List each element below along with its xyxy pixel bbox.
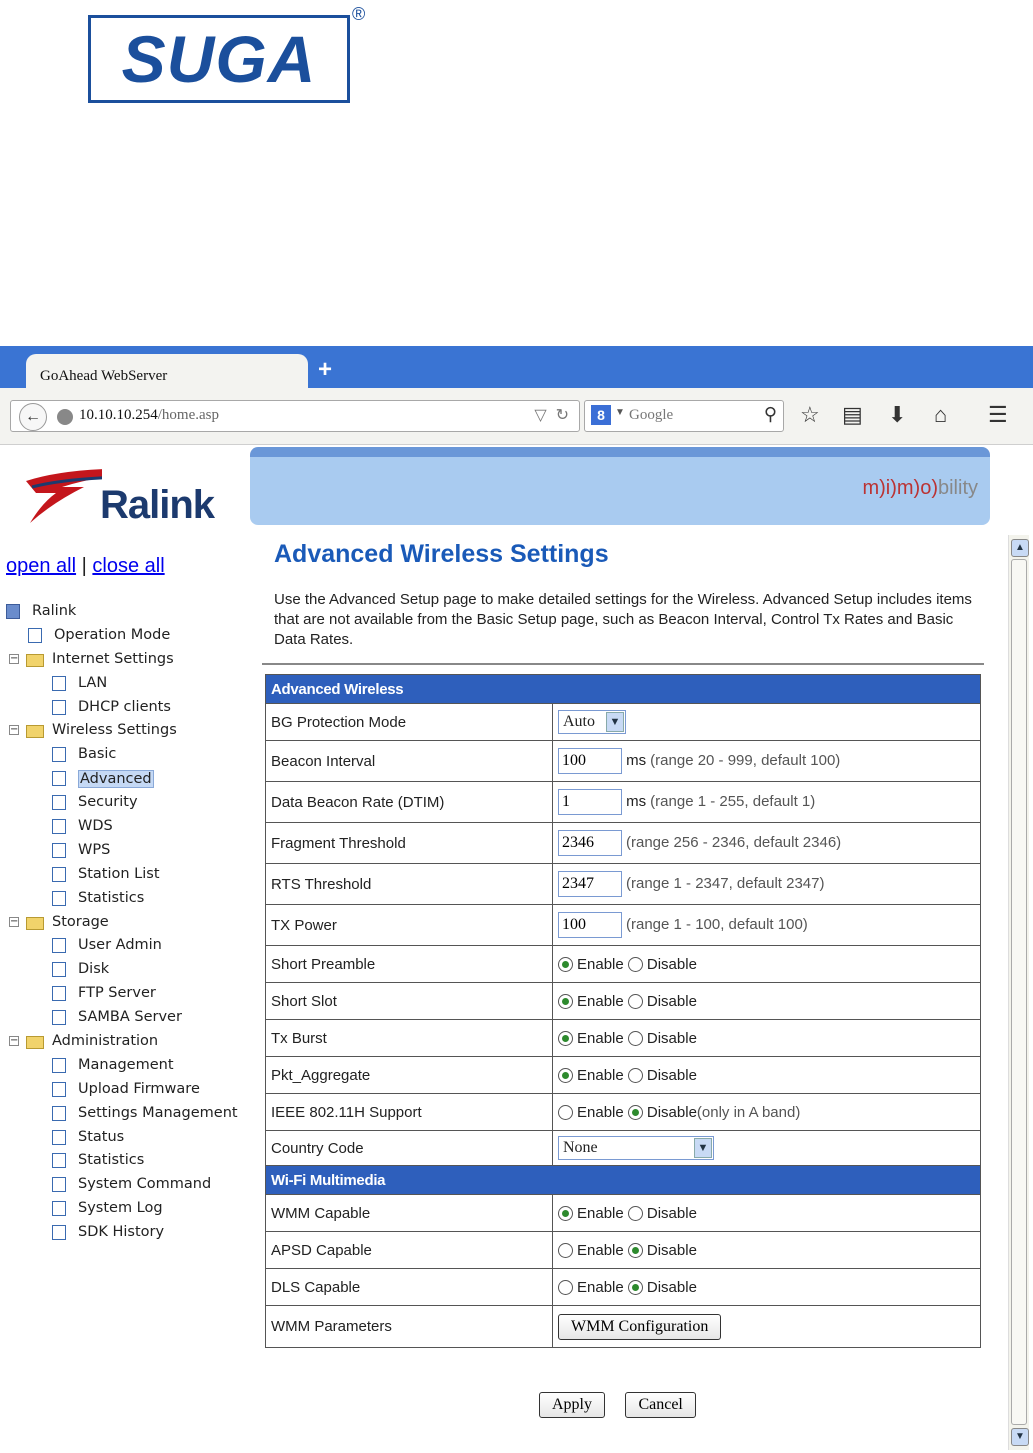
sidebar-item-label: SAMBA Server <box>78 1009 182 1026</box>
ralink-logo <box>22 459 232 529</box>
divider <box>262 663 984 665</box>
sidebar-item[interactable] <box>6 624 251 648</box>
enable-label: Enable <box>577 1066 624 1084</box>
vertical-scrollbar[interactable] <box>1008 535 1029 1450</box>
ralink-swoosh-icon <box>22 463 102 529</box>
apsd-capable-disable-radio[interactable] <box>628 1243 643 1258</box>
bg-protection-value: Auto <box>563 713 595 730</box>
scroll-down-icon[interactable]: ▼ <box>1011 1428 1029 1446</box>
sidebar-item[interactable] <box>6 1102 251 1126</box>
sidebar-item-label: System Command <box>78 1176 212 1193</box>
folder-icon <box>26 725 44 738</box>
sidebar-item[interactable] <box>6 648 251 672</box>
document-icon <box>52 1153 66 1168</box>
document-icon <box>52 1130 66 1145</box>
document-icon <box>52 771 66 786</box>
sidebar-item-label: Operation Mode <box>54 626 171 643</box>
sidebar-item-label: Settings Management <box>78 1104 238 1121</box>
settings-table <box>265 674 981 1348</box>
browser-toolbar <box>0 388 1033 445</box>
sidebar-item-label: Basic <box>78 746 117 763</box>
row-tx-power <box>266 905 981 946</box>
beacon-interval-label: Beacon Interval <box>266 741 553 782</box>
document-icon <box>52 986 66 1001</box>
sidebar-item-label: WPS <box>78 841 111 858</box>
sidebar-item[interactable] <box>6 1006 251 1030</box>
sidebar-item-label: Statistics <box>78 1152 145 1169</box>
ieee-80211h-enable-radio[interactable] <box>558 1105 573 1120</box>
reload-icon[interactable]: ▽ ↻ <box>534 407 569 424</box>
enable-label: Enable <box>577 1103 624 1121</box>
dtim-label: Data Beacon Rate (DTIM) <box>266 782 553 823</box>
sidebar-item[interactable] <box>6 1078 251 1102</box>
ralink-wordmark: Ralink <box>100 483 215 527</box>
fragment-input[interactable]: 2346 <box>558 830 622 856</box>
sidebar-item[interactable] <box>6 815 251 839</box>
row-country-code <box>266 1131 981 1166</box>
apply-button[interactable]: Apply <box>539 1392 605 1418</box>
suga-logo <box>88 15 350 103</box>
document-icon <box>52 1010 66 1025</box>
row-dls-capable <box>266 1269 981 1306</box>
collapse-toggle-icon[interactable]: − <box>10 724 19 736</box>
country-code-value: None <box>563 1139 598 1156</box>
tree-controls <box>6 555 165 578</box>
download-icon[interactable]: ⬇ <box>888 402 907 427</box>
sidebar-item[interactable] <box>6 839 251 863</box>
dtim-unit: ms <box>626 792 647 810</box>
short-slot-enable-radio[interactable] <box>558 994 573 1009</box>
sidebar-item[interactable] <box>6 934 251 958</box>
disable-label: Disable <box>646 1066 697 1084</box>
beacon-unit: ms <box>626 751 647 769</box>
short-preamble-disable-radio[interactable] <box>628 957 643 972</box>
row-beacon-interval <box>266 741 981 782</box>
row-tx-burst <box>266 1020 981 1057</box>
beacon-hint: (range 20 - 999, default 100) <box>650 751 841 769</box>
apsd-capable-label: APSD Capable <box>266 1232 553 1269</box>
collapse-toggle-icon[interactable]: − <box>10 1035 19 1047</box>
ieee-80211h-label: IEEE 802.11H Support <box>266 1094 553 1131</box>
tx-power-label: TX Power <box>266 905 553 946</box>
bg-protection-select[interactable] <box>558 710 626 734</box>
document-icon <box>52 700 66 715</box>
ieee-80211h-disable-radio[interactable] <box>628 1105 643 1120</box>
enable-label: Enable <box>577 1278 624 1296</box>
sidebar-item[interactable] <box>6 791 251 815</box>
sidebar-item[interactable] <box>6 600 251 624</box>
document-icon <box>52 1225 66 1240</box>
browser-tab[interactable] <box>26 354 308 392</box>
mimobility-logo-mimo: m)i)m)o) <box>862 477 938 499</box>
sidebar-item[interactable] <box>6 887 251 911</box>
enable-label: Enable <box>577 1204 624 1222</box>
folder-icon <box>26 1036 44 1049</box>
browser-window <box>0 346 1033 1453</box>
tx-power-input[interactable]: 100 <box>558 912 622 938</box>
tx-power-hint: (range 1 - 100, default 100) <box>626 915 808 933</box>
dls-capable-disable-radio[interactable] <box>628 1280 643 1295</box>
sidebar-item-label: Wireless Settings <box>52 722 177 739</box>
close-all-link[interactable]: close all <box>92 555 165 577</box>
sidebar-item-label: Internet Settings <box>52 650 174 667</box>
sidebar-item[interactable] <box>6 982 251 1006</box>
sidebar-item[interactable] <box>6 1126 251 1150</box>
pkt-aggregate-enable-radio[interactable] <box>558 1068 573 1083</box>
document-icon <box>52 1201 66 1216</box>
pkt-aggregate-label: Pkt_Aggregate <box>266 1057 553 1094</box>
bg-protection-label: BG Protection Mode <box>266 704 553 741</box>
bookmarks-list-icon[interactable]: ▤ <box>842 402 863 427</box>
disable-label: Disable <box>646 1278 697 1296</box>
sidebar-item-label: Advanced <box>80 771 152 788</box>
form-actions <box>539 1392 712 1418</box>
sidebar-item[interactable] <box>6 672 251 696</box>
bookmark-star-icon[interactable]: ☆ <box>800 402 820 427</box>
document-icon <box>52 819 66 834</box>
wmm-capable-disable-radio[interactable] <box>628 1206 643 1221</box>
url-path: /home.asp <box>157 407 219 423</box>
computer-icon <box>6 604 20 619</box>
sidebar-item-label: SDK History <box>78 1224 165 1241</box>
registered-mark: ® <box>352 4 366 24</box>
row-fragment <box>266 823 981 864</box>
collapse-toggle-icon[interactable]: − <box>10 915 19 927</box>
tx-burst-disable-radio[interactable] <box>628 1031 643 1046</box>
sidebar-item-label: User Admin <box>78 937 162 954</box>
document-icon <box>52 676 66 691</box>
folder-icon <box>26 654 44 667</box>
enable-label: Enable <box>577 955 624 973</box>
rts-label: RTS Threshold <box>266 864 553 905</box>
scroll-up-icon[interactable]: ▲ <box>1011 539 1029 557</box>
wmm-capable-label: WMM Capable <box>266 1195 553 1232</box>
sidebar-item-label: System Log <box>78 1200 163 1217</box>
sidebar-item-label: Security <box>78 794 138 811</box>
sidebar-item[interactable] <box>6 958 251 982</box>
wmm-capable-enable-radio[interactable] <box>558 1206 573 1221</box>
sidebar-item[interactable] <box>6 1221 251 1245</box>
sidebar-item-label: WDS <box>78 818 113 835</box>
back-arrow-icon[interactable]: ← <box>19 403 47 431</box>
folder-icon <box>26 917 44 930</box>
row-ieee-80211h <box>266 1094 981 1131</box>
sidebar-item[interactable] <box>6 696 251 720</box>
rts-hint: (range 1 - 2347, default 2347) <box>626 874 825 892</box>
globe-icon <box>57 409 73 425</box>
short-preamble-label: Short Preamble <box>266 946 553 983</box>
row-short-preamble <box>266 946 981 983</box>
page-title: Advanced Wireless Settings <box>274 540 609 568</box>
short-preamble-enable-radio[interactable] <box>558 957 573 972</box>
page-intro: Use the Advanced Setup page to make detailed settings for the Wireless. Advanced Setup includes items that are not available from the Basic Setup page, such as Beacon Interval, Control Tx Rates and Basic Data Rates. <box>274 591 972 648</box>
chevron-down-icon: ▼ <box>694 1138 712 1158</box>
document-icon <box>52 962 66 977</box>
pkt-aggregate-disable-radio[interactable] <box>628 1068 643 1083</box>
sidebar-item-label: Upload Firmware <box>78 1080 200 1097</box>
chevron-down-icon: ▼ <box>606 712 624 732</box>
collapse-toggle-icon[interactable]: − <box>10 652 19 664</box>
row-rts <box>266 864 981 905</box>
row-short-slot <box>266 983 981 1020</box>
sidebar-item[interactable] <box>6 719 251 743</box>
disable-label: Disable <box>646 955 697 973</box>
open-all-link[interactable]: open all <box>6 555 77 577</box>
fragment-hint: (range 256 - 2346, default 2346) <box>626 833 842 851</box>
sidebar-item[interactable] <box>6 1173 251 1197</box>
document-icon <box>52 747 66 762</box>
wmm-configuration-button[interactable]: WMM Configuration <box>558 1314 721 1340</box>
magnifier-icon[interactable]: ⚲ <box>763 404 777 424</box>
url-text[interactable] <box>79 407 219 424</box>
dls-capable-enable-radio[interactable] <box>558 1280 573 1295</box>
sidebar-item-label: Administration <box>52 1033 159 1050</box>
sidebar-item-label: Station List <box>78 865 160 882</box>
document-icon <box>52 843 66 858</box>
nav-tree <box>6 600 251 1245</box>
beacon-interval-input[interactable]: 100 <box>558 748 622 774</box>
sidebar-item-label: Status <box>78 1128 125 1145</box>
sidebar-item-label: Statistics <box>78 889 145 906</box>
document-icon <box>52 1106 66 1121</box>
sidebar-item[interactable] <box>6 1054 251 1078</box>
enable-label: Enable <box>577 992 624 1010</box>
document-icon <box>52 1177 66 1192</box>
fragment-label: Fragment Threshold <box>266 823 553 864</box>
row-apsd-capable <box>266 1232 981 1269</box>
sidebar-item-label: LAN <box>78 674 108 691</box>
engine-dropdown-icon[interactable]: ▼ <box>615 407 625 418</box>
section-header-advanced: Advanced Wireless <box>266 675 981 704</box>
new-tab-icon[interactable]: + <box>318 356 333 383</box>
sidebar-item[interactable] <box>6 1030 251 1054</box>
sidebar-item-label: Management <box>78 1056 174 1073</box>
disable-label: Disable <box>646 992 697 1010</box>
section-header-wmm: Wi-Fi Multimedia <box>266 1166 981 1195</box>
disable-label: Disable <box>646 1029 697 1047</box>
sidebar-item-label: Ralink <box>32 603 77 619</box>
search-box[interactable] <box>584 400 784 432</box>
mimobility-logo-bility: bility <box>937 477 978 499</box>
main-content <box>262 530 984 1453</box>
sidebar-item[interactable] <box>6 743 251 767</box>
enable-label: Enable <box>577 1241 624 1259</box>
row-bg-protection <box>266 704 981 741</box>
short-slot-label: Short Slot <box>266 983 553 1020</box>
dtim-hint: (range 1 - 255, default 1) <box>650 792 816 810</box>
country-code-select[interactable] <box>558 1136 714 1160</box>
home-icon[interactable]: ⌂ <box>934 402 948 427</box>
sidebar-item[interactable] <box>6 1149 251 1173</box>
sidebar-item[interactable] <box>6 863 251 887</box>
document-icon <box>52 891 66 906</box>
tx-burst-enable-radio[interactable] <box>558 1031 573 1046</box>
search-placeholder: Google <box>629 407 674 423</box>
document-icon <box>52 1058 66 1073</box>
mimobility-logo <box>862 477 978 500</box>
document-icon <box>28 628 42 643</box>
document-icon <box>52 1082 66 1097</box>
ieee-note: (only in A band) <box>696 1103 801 1121</box>
sidebar-item[interactable] <box>6 911 251 935</box>
tree-controls-separator: | <box>81 555 87 577</box>
document-icon <box>52 938 66 953</box>
header-banner <box>250 447 990 525</box>
disable-label: Disable <box>646 1204 697 1222</box>
sidebar-item[interactable] <box>6 1197 251 1221</box>
page-viewport <box>0 445 1033 1453</box>
row-dtim <box>266 782 981 823</box>
disable-label: Disable <box>646 1103 697 1121</box>
row-wmm-parameters <box>266 1306 981 1348</box>
menu-icon[interactable]: ☰ <box>988 402 1008 427</box>
tab-title: GoAhead WebServer <box>40 368 168 384</box>
document-icon <box>52 867 66 882</box>
short-slot-disable-radio[interactable] <box>628 994 643 1009</box>
enable-label: Enable <box>577 1029 624 1047</box>
document-icon <box>52 795 66 810</box>
sidebar-item-label: Disk <box>78 961 110 978</box>
country-code-label: Country Code <box>266 1131 553 1166</box>
suga-logo-text: SUGA <box>121 22 317 96</box>
address-bar[interactable] <box>10 400 580 432</box>
dtim-input[interactable]: 1 <box>558 789 622 815</box>
apsd-capable-enable-radio[interactable] <box>558 1243 573 1258</box>
search-engine-icon[interactable]: 8 <box>591 405 611 425</box>
row-wmm-capable <box>266 1195 981 1232</box>
sidebar-item[interactable] <box>6 767 251 791</box>
rts-input[interactable]: 2347 <box>558 871 622 897</box>
sidebar-item-label: Storage <box>52 913 109 930</box>
cancel-button[interactable]: Cancel <box>625 1392 695 1418</box>
disable-label: Disable <box>646 1241 697 1259</box>
scrollbar-thumb[interactable] <box>1011 559 1027 1425</box>
dls-capable-label: DLS Capable <box>266 1269 553 1306</box>
wmm-parameters-label: WMM Parameters <box>266 1306 553 1348</box>
row-pkt-aggregate <box>266 1057 981 1094</box>
sidebar-item-label: DHCP clients <box>78 698 171 715</box>
sidebar-item-label: FTP Server <box>78 985 156 1002</box>
url-host: 10.10.10.254 <box>79 407 158 423</box>
tx-burst-label: Tx Burst <box>266 1020 553 1057</box>
